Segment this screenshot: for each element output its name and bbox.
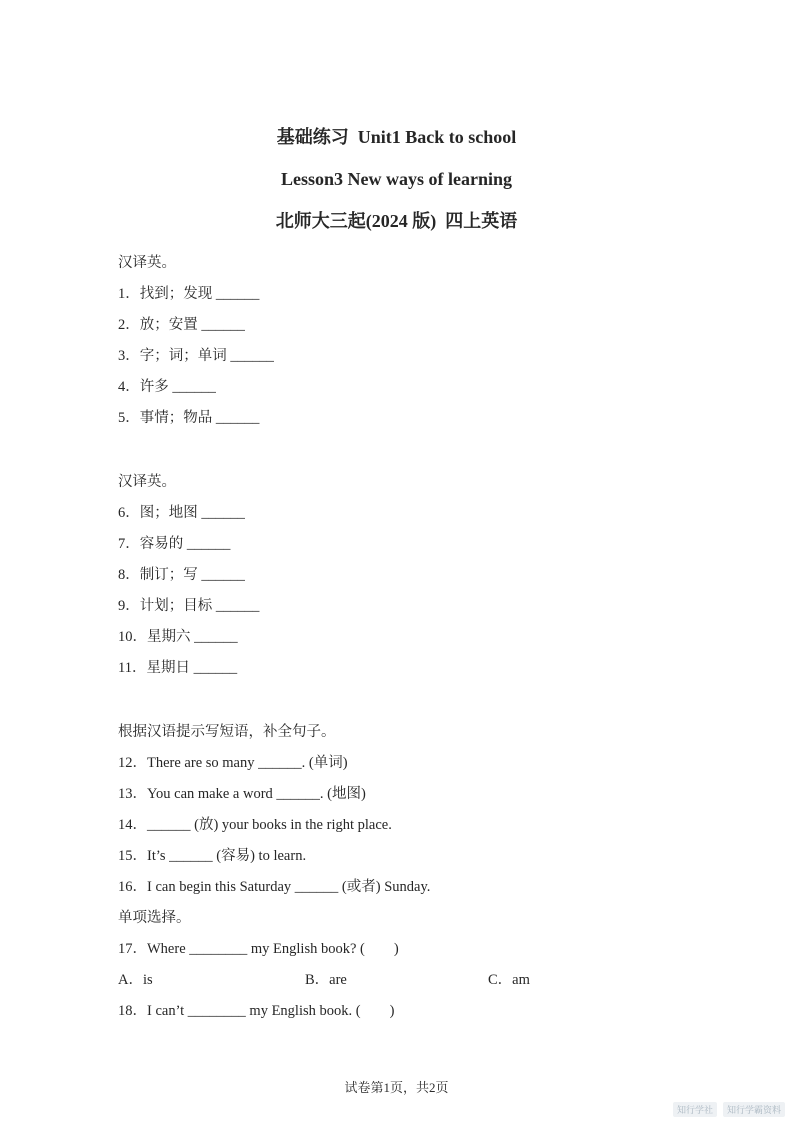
section-4-heading: 单项选择。 xyxy=(118,910,191,926)
fill-item-15: 15．It’s ______ (容易) to learn. xyxy=(118,848,307,864)
options-row-17 xyxy=(118,965,683,996)
fill-item-16: 16．I can begin this Saturday ______ (或者) Sunday. xyxy=(118,879,431,895)
choice-question-17: 17．Where ________ my English book? ( ) xyxy=(118,941,399,957)
exam-body xyxy=(0,242,793,1027)
fill-item-13: 13．You can make a word ______. (地图) xyxy=(118,786,366,802)
vocab-item-4: 4．许多 ______ xyxy=(118,379,216,395)
vocab-item-11: 11．星期日 ______ xyxy=(118,660,238,676)
fill-item-14: 14．______ (放) your books in the right place. xyxy=(118,817,392,833)
section-1-heading: 汉译英。 xyxy=(118,255,176,271)
option-17-b: B．are xyxy=(305,972,347,988)
vocab-item-6: 6．图；地图 ______ xyxy=(118,505,245,521)
title-line-2: Lesson3 New ways of learning xyxy=(280,169,512,189)
vocab-item-5: 5．事情；物品 ______ xyxy=(118,410,260,426)
watermark-left: 知行学社 xyxy=(673,1102,717,1117)
vocab-item-7: 7．容易的 ______ xyxy=(118,536,231,552)
vocab-item-9: 9．计划；目标 ______ xyxy=(118,598,260,614)
vocab-item-3: 3．字；词；单词 ______ xyxy=(118,348,274,364)
title-line-1: 基础练习 Unit1 Back to school xyxy=(276,127,517,147)
doc-title xyxy=(0,0,793,242)
section-2-heading: 汉译英。 xyxy=(118,474,176,490)
choice-question-18: 18．I can’t ________ my English book. ( ) xyxy=(118,1003,395,1019)
vocab-item-1: 1．找到；发现 ______ xyxy=(118,286,260,302)
title-line-3: 北师大三起(2024 版) 四上英语 xyxy=(275,211,518,231)
vocab-item-2: 2．放；安置 ______ xyxy=(118,317,245,333)
fill-item-12: 12．There are so many ______. (单词) xyxy=(118,755,348,771)
watermark xyxy=(673,1102,785,1117)
option-17-a: A．is xyxy=(118,972,153,988)
vocab-item-10: 10．星期六 ______ xyxy=(118,629,238,645)
section-3-heading: 根据汉语提示写短语，补全句子。 xyxy=(118,724,336,740)
option-17-c: C．am xyxy=(488,972,530,988)
watermark-right: 知行学霸资料 xyxy=(723,1102,785,1117)
page-footer: 试卷第1页，共2页 xyxy=(344,1080,449,1095)
vocab-item-8: 8．制订；写 ______ xyxy=(118,567,245,583)
